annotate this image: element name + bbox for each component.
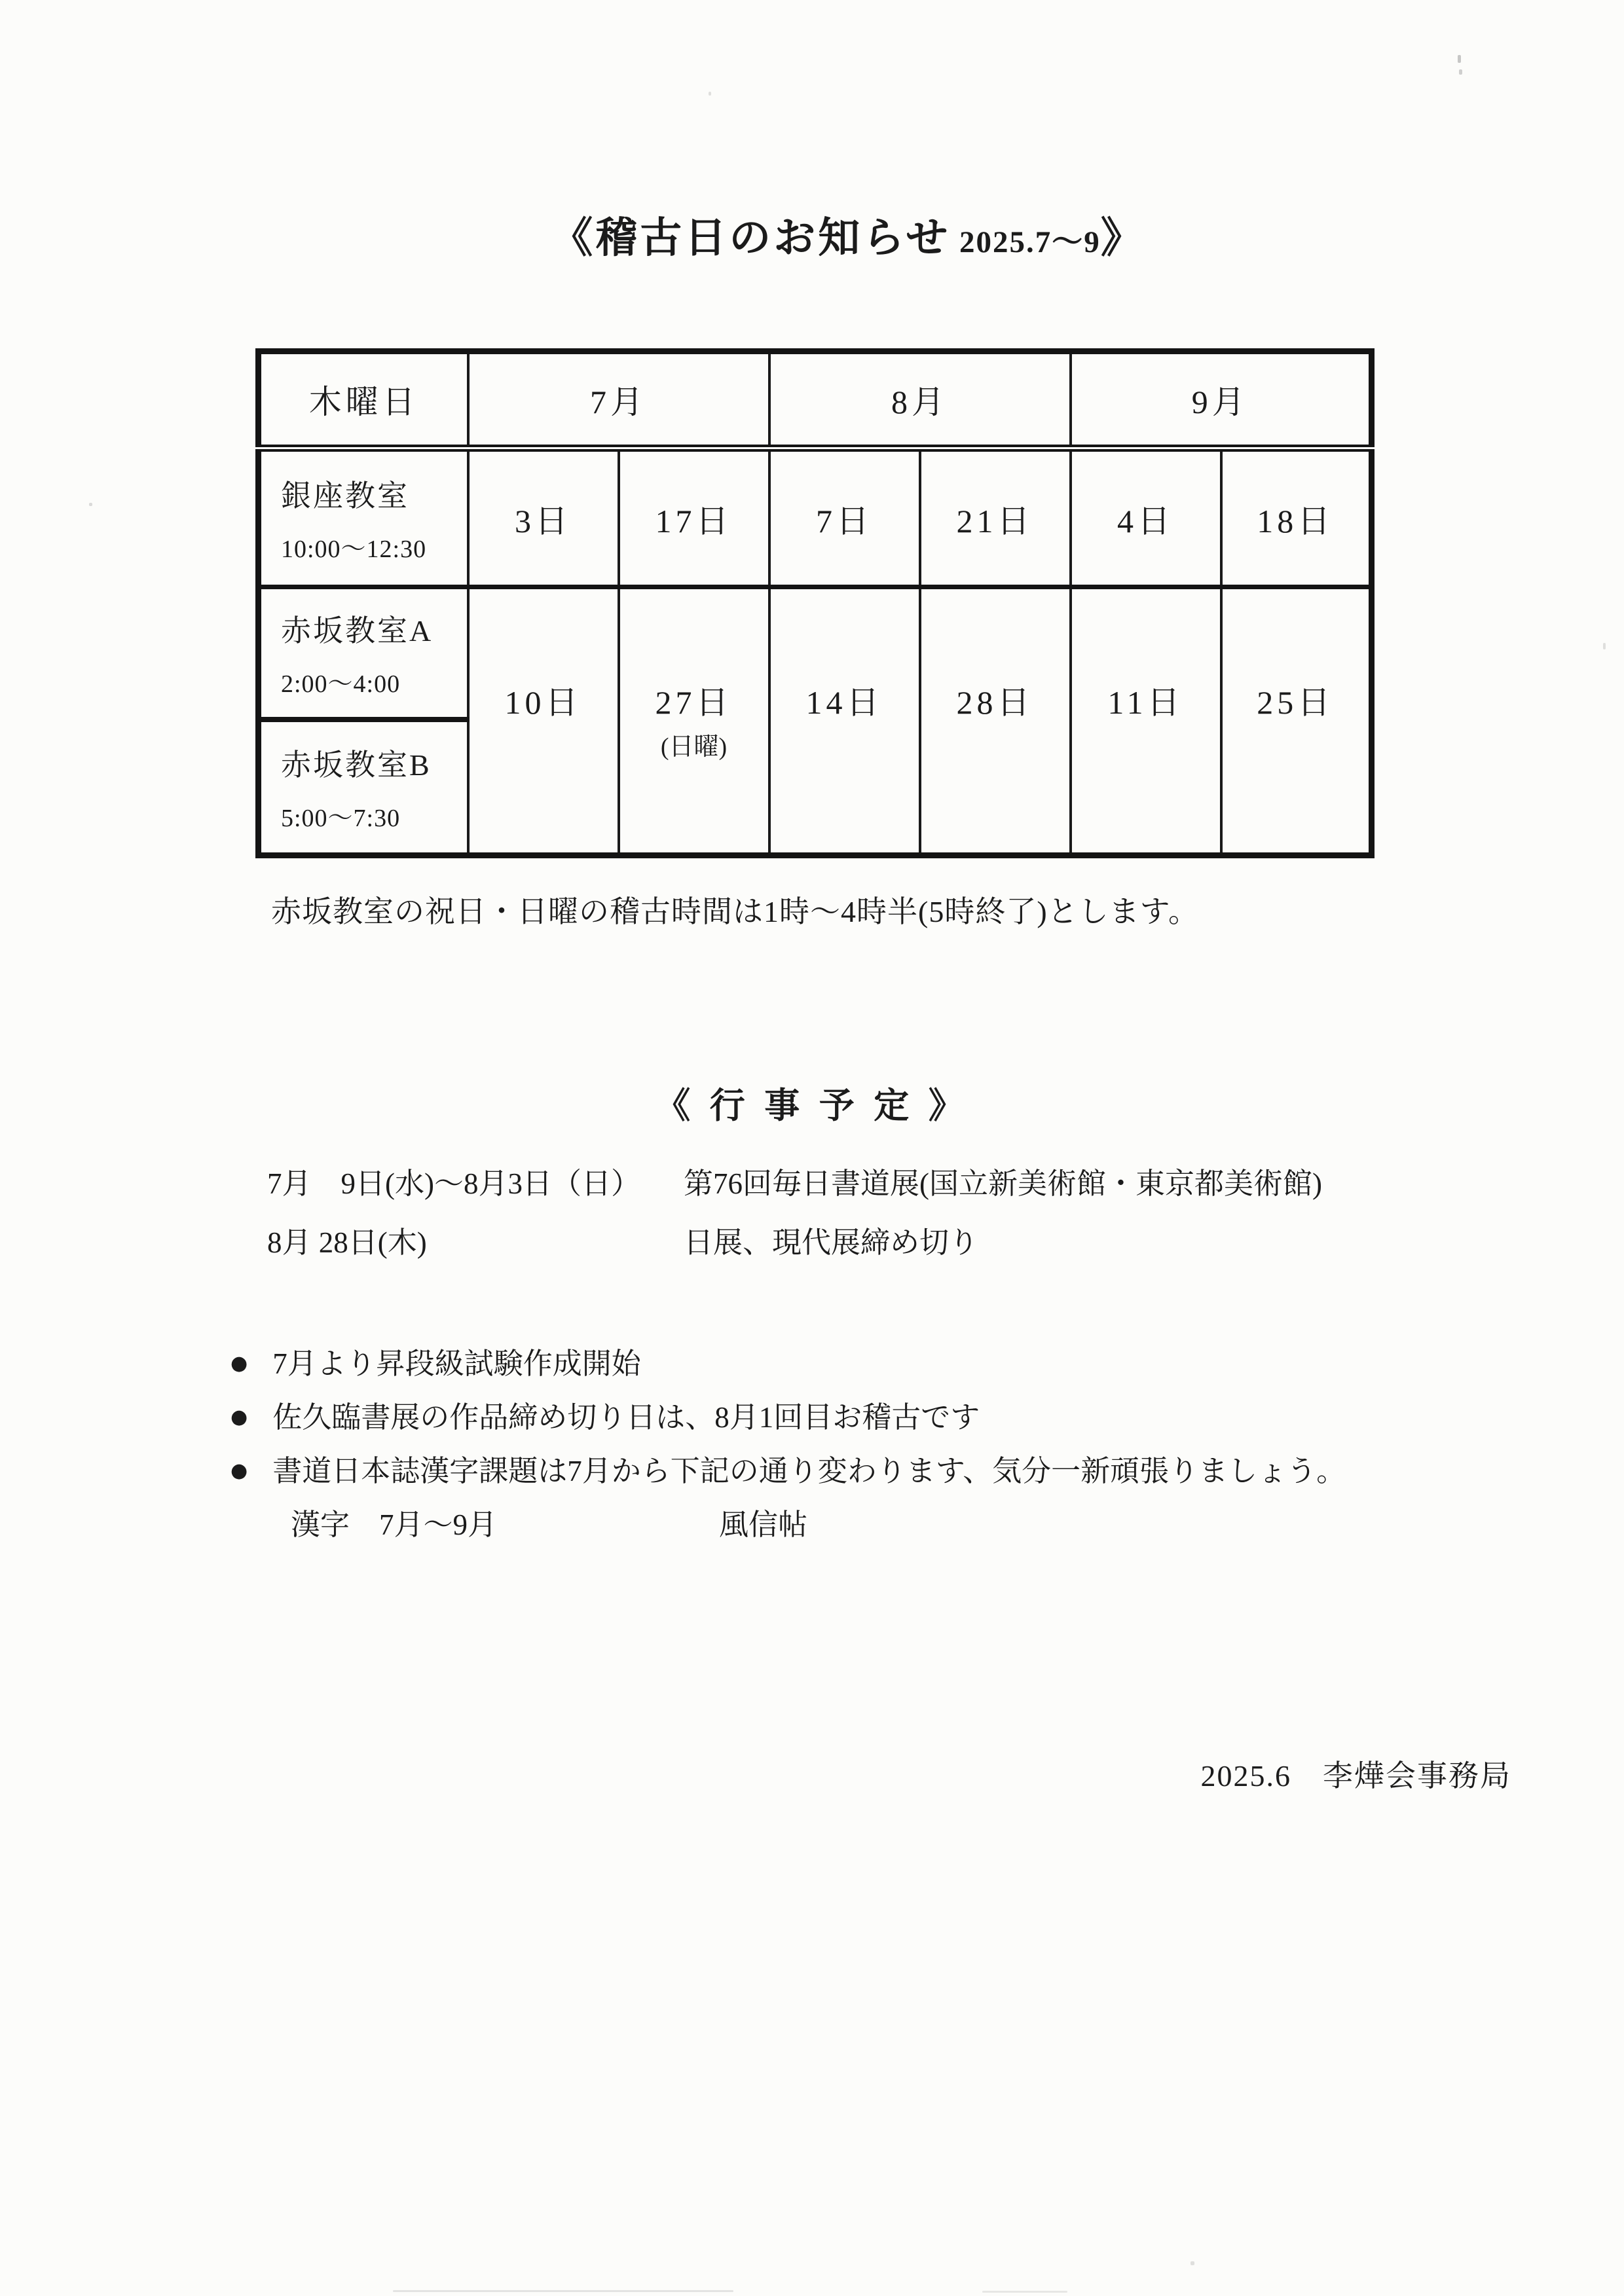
events-heading: 《 行 事 予 定 》: [655, 1086, 969, 1125]
title-close-bracket: 》: [1100, 215, 1145, 261]
header-cell-august: 8月: [769, 352, 1071, 448]
scan-speck: [1190, 2261, 1194, 2265]
table-header-row: [259, 352, 1372, 448]
scan-speck: [393, 2290, 733, 2292]
event-date: 7月 9日(水)～8月3日（日）: [267, 1167, 640, 1200]
announcements-list: [231, 1346, 1527, 1542]
event-description: 日展、現代展締め切り: [684, 1226, 979, 1259]
scan-speck: [709, 92, 711, 96]
scan-speck: [1603, 643, 1606, 649]
date-value: 27日: [655, 684, 733, 721]
bullet-icon: ●: [231, 1352, 248, 1375]
title-period: 2025.7～9: [950, 225, 1101, 259]
bullet-icon: ●: [231, 1406, 248, 1429]
date-subnote: [921, 726, 1069, 765]
signature-line: 2025.6 李燁会事務局: [1200, 1759, 1511, 1793]
date-subnote: [1223, 726, 1369, 765]
kanji-assignment-label: 漢字 7月～9月: [291, 1508, 498, 1541]
date-value: 28日: [956, 684, 1034, 721]
date-cell: 4日: [1071, 448, 1221, 587]
header-cell-day: 木曜日: [259, 352, 468, 448]
header-cell-july: 7月: [468, 352, 769, 448]
date-cell: [619, 587, 769, 856]
announcement-text: 7月より昇段級試験作成開始: [272, 1347, 641, 1380]
announcement-item: [231, 1400, 1527, 1435]
date-subnote-sunday: (日曜): [660, 733, 728, 761]
date-subnote: [470, 726, 618, 765]
date-subnote: [1072, 726, 1220, 765]
date-cell: 3日: [468, 448, 619, 587]
page-title: [0, 204, 1624, 264]
event-item: [267, 1164, 1322, 1203]
date-value: 25日: [1257, 684, 1335, 721]
kanji-assignment-line: [291, 1507, 1527, 1542]
kanji-assignment-value: 風信帖: [719, 1508, 808, 1541]
date-cell: 7日: [769, 448, 920, 587]
scan-speck: [1459, 69, 1462, 75]
scan-speck: [1458, 55, 1461, 63]
date-cell: [468, 587, 619, 856]
holiday-time-note: 赤坂教室の祝日・日曜の稽古時間は1時～4時半(5時終了)とします。: [271, 895, 1199, 928]
practice-schedule-table: [255, 348, 1375, 858]
room-cell-akasaka-a: [259, 587, 468, 720]
title-main: 《稽古日のお知らせ: [551, 215, 951, 261]
room-name: 銀座教室: [281, 479, 409, 513]
room-name: 赤坂教室B: [281, 748, 432, 782]
table-row-akasaka-a: [259, 587, 1372, 720]
announcement-item: [231, 1346, 1527, 1381]
date-cell: 21日: [920, 448, 1071, 587]
bullet-icon: ●: [231, 1459, 248, 1482]
table-row-ginza: [259, 448, 1372, 587]
announcement-text: 書道日本誌漢字課題は7月から下記の通り変わります、気分一新頑張りましょう。: [272, 1455, 1346, 1487]
date-value: 10日: [504, 684, 582, 721]
announcement-item: [231, 1453, 1527, 1489]
date-cell: [1071, 587, 1221, 856]
date-cell: [1221, 587, 1372, 856]
date-value: 11日: [1107, 684, 1184, 721]
header-cell-september: 9月: [1071, 352, 1372, 448]
room-time: 10:00～12:30: [281, 536, 427, 563]
date-cell: 18日: [1221, 448, 1372, 587]
date-value: 14日: [805, 684, 883, 721]
room-cell-ginza: [259, 448, 468, 587]
room-name: 赤坂教室A: [281, 613, 434, 647]
event-date: 8月 28日(木): [267, 1226, 427, 1259]
date-subnote: [771, 726, 919, 765]
date-cell: [769, 587, 920, 856]
events-list: [267, 1164, 1322, 1282]
date-cell: 17日: [619, 448, 769, 587]
event-item: [267, 1223, 1322, 1262]
announcement-text: 佐久臨書展の作品締め切り日は、8月1回目お稽古です: [272, 1401, 980, 1434]
room-time: 2:00～4:00: [281, 670, 401, 698]
room-time: 5:00～7:30: [281, 804, 401, 832]
room-cell-akasaka-b: [259, 720, 468, 856]
event-description: 第76回毎日書道展(国立新美術館・東京都美術館): [684, 1167, 1322, 1200]
date-cell: [920, 587, 1071, 856]
scan-speck: [982, 2291, 1067, 2293]
scan-speck: [89, 503, 92, 506]
